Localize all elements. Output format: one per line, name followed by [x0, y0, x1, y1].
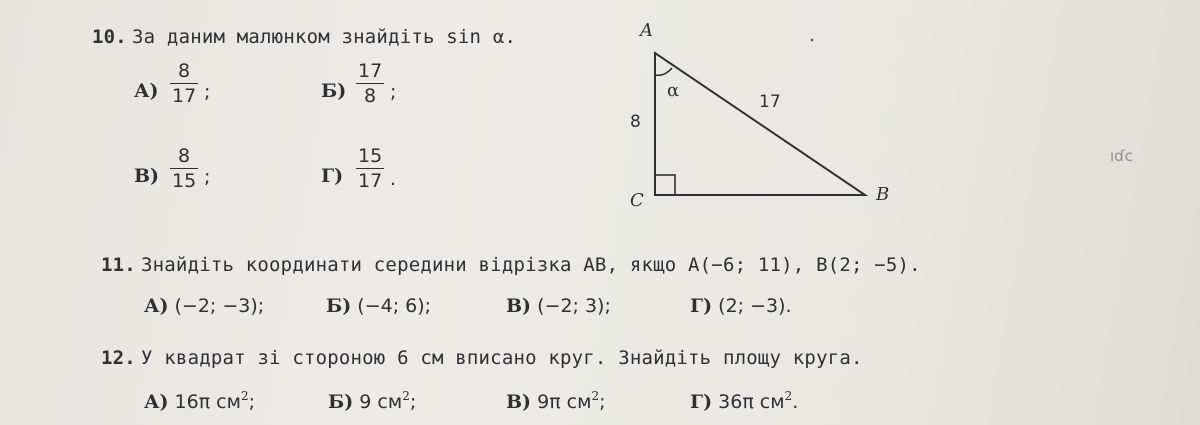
q11-option-b-label: Б): [326, 295, 352, 317]
q11-option-c[interactable]: [506, 295, 611, 317]
q12-option-b[interactable]: [328, 389, 416, 413]
question-12-number: 12.: [101, 347, 136, 369]
q12-option-a-end: ;: [248, 391, 255, 413]
question-10: [92, 26, 516, 48]
q12-option-c[interactable]: [506, 389, 606, 413]
q11-option-a-value: (−2; −3);: [174, 295, 265, 317]
question-10-number: 10.: [92, 26, 127, 48]
question-11-number: 11.: [101, 254, 136, 276]
q10-option-a-denominator: 17: [172, 85, 197, 107]
q12-option-d-value: 36π см: [718, 391, 785, 413]
right-angle-mark: [655, 175, 675, 195]
margin-note: ıɗc: [1110, 147, 1133, 165]
q11-option-b[interactable]: [326, 295, 431, 317]
fraction-bar: [170, 168, 198, 169]
q12-option-c-label: В): [506, 391, 532, 413]
q10-option-c-end: ;: [204, 166, 211, 188]
q10-option-c-fraction: [170, 145, 198, 192]
side-ac-label: 8: [630, 112, 641, 132]
q10-option-d-fraction: [356, 145, 384, 192]
question-11-text: Знайдіть координати середини відрізка AB, якщо A(−6; 11), B(2; −5).: [141, 254, 921, 276]
q12-option-d-end: .: [792, 391, 799, 413]
q11-option-a[interactable]: [144, 295, 264, 317]
q12-option-b-end: ;: [409, 391, 417, 413]
q11-option-d-value: (2; −3).: [718, 295, 792, 317]
q11-option-c-label: В): [506, 295, 532, 317]
q12-option-c-value: 9π см: [537, 391, 592, 413]
q10-option-c-numerator: 8: [178, 145, 191, 167]
q10-option-a-fraction: [170, 60, 198, 107]
question-11: [101, 254, 921, 276]
q11-option-d[interactable]: [690, 295, 792, 317]
q10-option-b-label[interactable]: Б): [321, 80, 347, 102]
angle-alpha-arc: [655, 68, 672, 75]
q12-option-b-value: 9 см: [359, 391, 403, 413]
side-ab-label: 17: [759, 92, 781, 112]
q12-option-c-end: ;: [599, 391, 606, 413]
q11-option-d-label: Г): [690, 295, 713, 317]
q12-option-b-exponent: 2: [402, 389, 410, 403]
q10-option-a-numerator: 8: [178, 60, 191, 82]
fraction-bar: [170, 83, 198, 84]
q12-option-a-value: 16π см: [174, 391, 241, 413]
triangle-figure: [620, 20, 880, 220]
q12-option-c-exponent: 2: [591, 389, 600, 403]
q10-option-b-numerator: 17: [358, 60, 383, 82]
q12-option-a[interactable]: [144, 389, 255, 413]
triangle-abc: [655, 53, 865, 195]
question-12-text: У квадрат зі стороною 6 см вписано круг. Знайдіть площу круга.: [141, 347, 863, 369]
q12-option-b-label: Б): [328, 391, 354, 413]
dot-mark: [811, 39, 814, 42]
q10-option-b-fraction: [356, 60, 384, 107]
vertex-b-label: B: [876, 184, 890, 205]
vertex-a-label: A: [640, 20, 653, 41]
q11-option-c-value: (−2; 3);: [537, 295, 611, 317]
fraction-bar: [356, 83, 384, 84]
angle-alpha-label: α: [667, 80, 680, 101]
fraction-bar: [356, 168, 384, 169]
q10-option-a-label[interactable]: А): [134, 80, 159, 102]
q10-option-d-label[interactable]: Г): [321, 165, 344, 187]
question-12: [101, 347, 863, 369]
q12-option-d[interactable]: [690, 389, 798, 413]
q10-option-c-denominator: 15: [172, 170, 197, 192]
q10-option-c-label[interactable]: В): [134, 165, 160, 187]
question-10-text: За даним малюнком знайдіть sin α.: [132, 26, 517, 48]
q10-option-b-end: ;: [390, 81, 397, 103]
vertex-c-label: C: [630, 190, 644, 211]
q11-option-b-value: (−4; 6);: [357, 295, 432, 317]
q12-option-d-exponent: 2: [784, 389, 793, 403]
q12-option-a-label: А): [144, 391, 169, 413]
q10-option-a-end: ;: [204, 81, 211, 103]
q10-option-b-denominator: 8: [364, 85, 377, 107]
q12-option-a-exponent: 2: [240, 389, 249, 403]
q11-option-a-label: А): [144, 295, 169, 317]
q10-option-d-end: .: [390, 168, 397, 190]
q10-option-d-numerator: 15: [358, 145, 383, 167]
q12-option-d-label: Г): [690, 391, 713, 413]
q10-option-d-denominator: 17: [358, 170, 383, 192]
